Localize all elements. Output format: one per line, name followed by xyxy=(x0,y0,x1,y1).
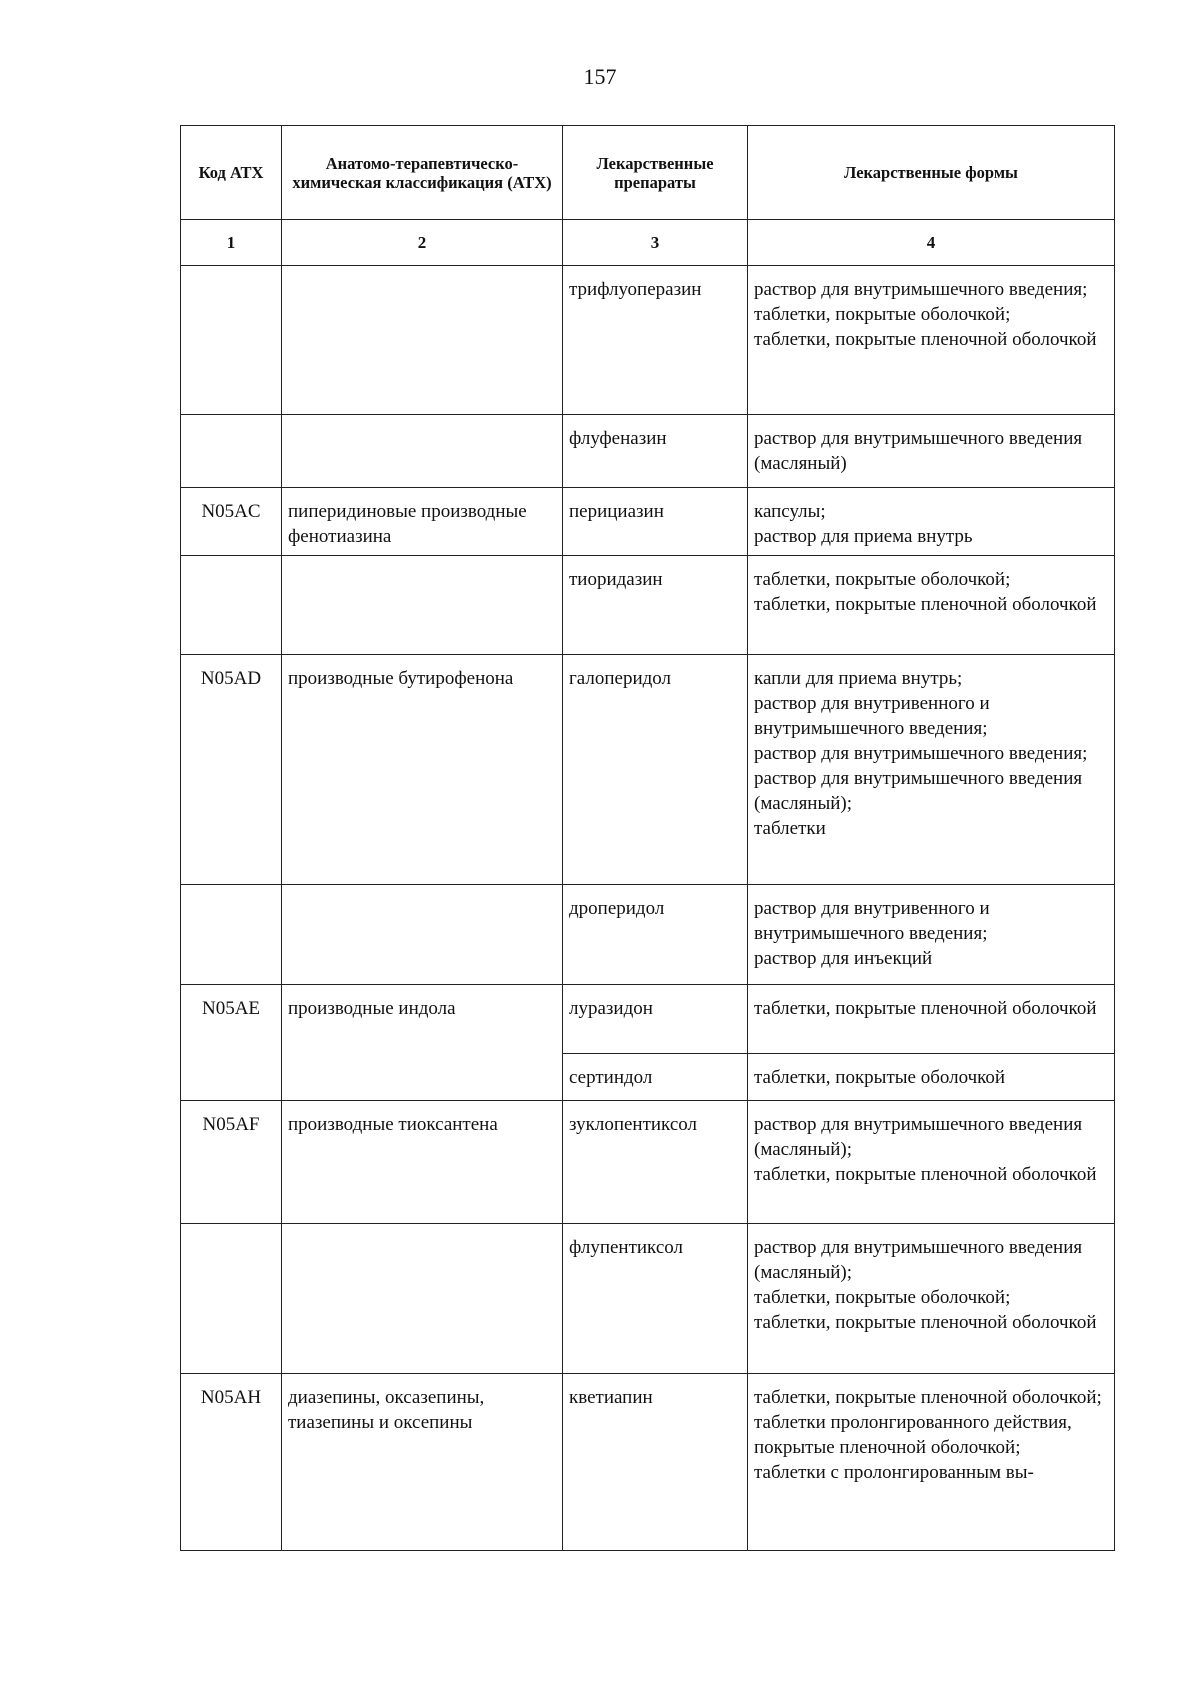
dosage-form-item: капсулы; xyxy=(754,501,826,522)
table-row xyxy=(181,556,1115,655)
header-code: Код АТХ xyxy=(181,126,282,220)
column-number: 3 xyxy=(563,220,748,266)
dosage-form-item: раствор для внутривенного и внутримышечного введения; xyxy=(754,898,990,944)
dosage-forms-cell xyxy=(748,1054,1115,1101)
drug-name-cell: флуфеназин xyxy=(563,415,748,488)
atx-code-cell: N05AC xyxy=(181,488,282,556)
classification-cell xyxy=(282,556,563,655)
atx-code-cell xyxy=(181,266,282,415)
dosage-forms-cell xyxy=(748,655,1115,885)
column-number: 4 xyxy=(748,220,1115,266)
dosage-form-item: таблетки, покрытые оболочкой xyxy=(754,1067,1006,1088)
dosage-form-item: раствор для внутримышечного введения; xyxy=(754,743,1088,764)
table-row xyxy=(181,985,1115,1054)
dosage-form-item: раствор для внутримышечного введения (масляный) xyxy=(754,428,1083,474)
atx-code-cell: N05AE xyxy=(181,985,282,1101)
atx-code-cell xyxy=(181,556,282,655)
dosage-form-item: раствор для внутримышечного введения (масляный); xyxy=(754,768,1083,814)
drug-name-cell: дроперидол xyxy=(563,885,748,985)
dosage-form-item: раствор для инъекций xyxy=(754,948,933,969)
column-number: 2 xyxy=(282,220,563,266)
atx-drug-table xyxy=(180,125,1115,1551)
table-row xyxy=(181,885,1115,985)
table-body xyxy=(181,266,1115,1551)
header-drug: Лекарственные препараты xyxy=(563,126,748,220)
page-number: 157 xyxy=(583,64,617,89)
table-row xyxy=(181,266,1115,415)
classification-cell: производные тиоксантена xyxy=(282,1101,563,1224)
drug-name-cell: перициазин xyxy=(563,488,748,556)
drug-name-cell: сертиндол xyxy=(563,1054,748,1101)
dosage-form-item: таблетки с пролонгированным вы- xyxy=(754,1462,1034,1483)
dosage-forms-cell xyxy=(748,415,1115,488)
dosage-forms-cell xyxy=(748,985,1115,1054)
dosage-form-item: раствор для приема внутрь xyxy=(754,526,973,547)
classification-cell xyxy=(282,266,563,415)
atx-code-cell: N05AD xyxy=(181,655,282,885)
drug-name-cell: кветиапин xyxy=(563,1374,748,1551)
drug-name-cell: луразидон xyxy=(563,985,748,1054)
table-row xyxy=(181,1101,1115,1224)
table-row xyxy=(181,655,1115,885)
dosage-form-item: таблетки xyxy=(754,818,826,839)
dosage-form-item: таблетки, покрытые пленочной оболочкой xyxy=(754,998,1097,1019)
header-forms: Лекарственные формы xyxy=(748,126,1115,220)
table-header-row xyxy=(181,126,1115,220)
drug-name-cell: флупентиксол xyxy=(563,1224,748,1374)
dosage-form-item: таблетки пролонгированного действия, покрытые пленочной оболочкой; xyxy=(754,1412,1072,1458)
atx-code-cell: N05AH xyxy=(181,1374,282,1551)
dosage-form-item: раствор для внутримышечного введения (масляный); xyxy=(754,1237,1083,1283)
atx-code-cell xyxy=(181,415,282,488)
header-classification: Анатомо-терапевтическо-химическая классификация (АТХ) xyxy=(282,126,563,220)
atx-code-cell xyxy=(181,1224,282,1374)
dosage-form-item: раствор для внутривенного и внутримышечного введения; xyxy=(754,693,990,739)
dosage-form-item: капли для приема внутрь; xyxy=(754,668,963,689)
table-row xyxy=(181,488,1115,556)
dosage-form-item: таблетки, покрытые пленочной оболочкой xyxy=(754,1164,1097,1185)
table-row xyxy=(181,1224,1115,1374)
drug-name-cell: тиоридазин xyxy=(563,556,748,655)
classification-cell xyxy=(282,415,563,488)
classification-cell xyxy=(282,1224,563,1374)
dosage-forms-cell xyxy=(748,885,1115,985)
dosage-forms-cell xyxy=(748,1374,1115,1551)
classification-cell: производные индола xyxy=(282,985,563,1101)
column-number: 1 xyxy=(181,220,282,266)
classification-cell: пиперидиновые производные фенотиазина xyxy=(282,488,563,556)
drug-name-cell: галоперидол xyxy=(563,655,748,885)
dosage-forms-cell xyxy=(748,488,1115,556)
table-row xyxy=(181,415,1115,488)
dosage-form-item: таблетки, покрытые пленочной оболочкой xyxy=(754,1312,1097,1333)
dosage-forms-cell xyxy=(748,266,1115,415)
drug-name-cell: трифлуоперазин xyxy=(563,266,748,415)
column-number-row xyxy=(181,220,1115,266)
atx-code-cell xyxy=(181,885,282,985)
classification-cell: производные бутирофенона xyxy=(282,655,563,885)
dosage-form-item: таблетки, покрытые оболочкой; xyxy=(754,569,1011,590)
dosage-form-item: таблетки, покрытые оболочкой; xyxy=(754,1287,1011,1308)
dosage-forms-cell xyxy=(748,1224,1115,1374)
dosage-forms-cell xyxy=(748,1101,1115,1224)
table-row xyxy=(181,1374,1115,1551)
classification-cell xyxy=(282,885,563,985)
dosage-form-item: таблетки, покрытые пленочной оболочкой xyxy=(754,594,1097,615)
dosage-form-item: таблетки, покрытые пленочной оболочкой; xyxy=(754,1387,1102,1408)
dosage-form-item: раствор для внутримышечного введения; xyxy=(754,279,1088,300)
dosage-form-item: таблетки, покрытые оболочкой; xyxy=(754,304,1011,325)
classification-cell: диазепины, оксазепины, тиазепины и оксепины xyxy=(282,1374,563,1551)
dosage-forms-cell xyxy=(748,556,1115,655)
dosage-form-item: раствор для внутримышечного введения (масляный); xyxy=(754,1114,1083,1160)
atx-code-cell: N05AF xyxy=(181,1101,282,1224)
dosage-form-item: таблетки, покрытые пленочной оболочкой xyxy=(754,329,1097,350)
drug-name-cell: зуклопентиксол xyxy=(563,1101,748,1224)
